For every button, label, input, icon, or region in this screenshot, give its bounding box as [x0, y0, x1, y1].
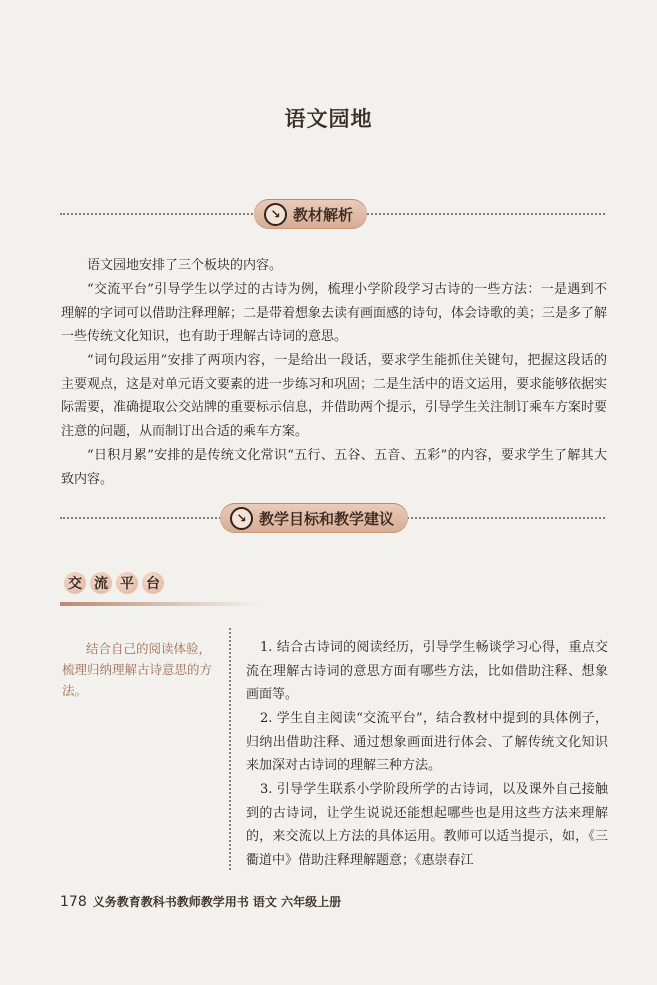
analysis-paragraph: “交流平台”引导学生以学过的古诗为例，梳理小学阶段学习古诗的一些方法：一是遇到不理解的字词可以借助注释理解；二是带着想象去读有画面感的诗句，体会诗歌的美；三是多了解一些传统文化知识，也有助于理解古诗词的意思。: [61, 282, 608, 344]
subsection-char: 平: [116, 572, 138, 594]
suggestion-paragraph: 1. 结合古诗词的阅读经历，引导学生畅谈学习心得，重点交流在理解古诗词的意思方面有哪些方法，比如借助注释、想象画面等。: [246, 640, 608, 702]
side-note: 结合自己的阅读体验，梳理归纳理解古诗意思的方法。: [62, 641, 213, 698]
subsection-char: 流: [90, 572, 112, 594]
section-header-analysis: [60, 199, 605, 229]
subsection-underline: [60, 602, 260, 606]
subsection-char: 交: [64, 572, 86, 594]
analysis-paragraph: “日积月累”安排的是传统文化常识“五行、五谷、五音、五彩”的内容，要求学生了解其大致内容。: [61, 448, 607, 487]
book-title: 义务教育教科书教师教学用书 语文 六年级上册: [92, 895, 342, 909]
section-pill-analysis: [254, 199, 367, 229]
suggestion-paragraph: 3. 引导学生联系小学阶段所学的古诗词，以及课外自己接触到的古诗词，让学生说说还能想起哪些也是用这些方法来理解的，来交流以上方法的具体运用。教师可以适当提示，如，《三衢道中》借助注释理解题意；《惠崇春江: [246, 782, 608, 868]
suggestion-paragraph: 2. 学生自主阅读“交流平台”，结合教材中提到的具体例子，归纳出借助注释、通过想象画面进行体会、了解传统文化知识来加深对古诗词的理解三种方法。: [246, 711, 608, 773]
section-pill-goals: [220, 503, 408, 533]
chapter-title: 语文园地: [284, 106, 373, 131]
section-header-goals: [60, 503, 605, 533]
section-label-goals: 教学目标和教学建议: [259, 509, 395, 528]
subsection-char: 台: [142, 572, 164, 594]
analysis-paragraph: 语文园地安排了三个板块的内容。: [87, 258, 283, 273]
arrow-down-right-icon: ↘: [230, 507, 253, 530]
analysis-paragraph: “词句段运用”安排了两项内容，一是给出一段话，要求学生能抓住关键句，把握这段话的主要观点，这是对单元语文要素的进一步练习和巩固；二是生活中的语文运用，要求能够依据实际需要，准确提取公交站牌的重要标示信息，并借助两个提示，引导学生关注制订乘车方案时要注意的问题，从而制订出合适的乘车方案。: [61, 353, 608, 439]
page-number: 178: [60, 894, 87, 910]
arrow-down-right-icon: ↘: [264, 203, 287, 226]
subsection-heading-jiaoliu-pingtai: [60, 572, 290, 606]
vertical-dotted-divider: [229, 628, 231, 870]
section-label-analysis: 教材解析: [293, 205, 354, 224]
page-footer: [60, 893, 341, 910]
